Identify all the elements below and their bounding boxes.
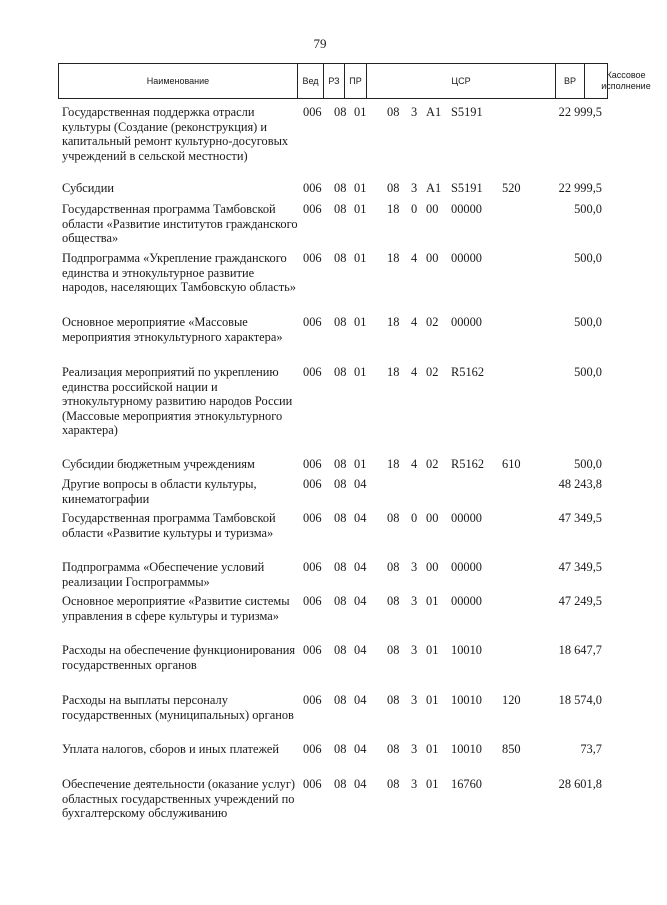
row-csr-event: A1 [426, 181, 442, 195]
row-amount: 18 647,7 [558, 643, 602, 657]
row-amount: 500,0 [574, 315, 602, 329]
row-csr-program: 08 [387, 742, 400, 756]
row-csr-program: 08 [387, 693, 400, 707]
row-csr-program: 08 [387, 511, 400, 525]
row-csr-subprogram: 3 [411, 777, 418, 791]
row-csr-program: 18 [387, 457, 400, 471]
row-csr-subprogram: 3 [411, 181, 418, 195]
row-csr-event: 02 [426, 457, 439, 471]
row-csr-direction: 00000 [451, 315, 482, 329]
row-rz: 08 [334, 105, 347, 119]
row-ved: 006 [303, 477, 322, 491]
row-amount: 22 999,5 [558, 105, 602, 119]
row-pr: 01 [354, 105, 367, 119]
row-csr-program: 08 [387, 643, 400, 657]
row-csr-direction: 00000 [451, 560, 482, 574]
row-amount: 48 243,8 [558, 477, 602, 491]
row-csr-program: 18 [387, 202, 400, 216]
row-rz: 08 [334, 477, 347, 491]
row-csr-direction: 16760 [451, 777, 482, 791]
row-pr: 04 [354, 777, 367, 791]
row-csr-event: A1 [426, 105, 442, 119]
row-amount: 28 601,8 [558, 777, 602, 791]
row-csr-direction: R5162 [451, 365, 485, 379]
row-name: Другие вопросы в области культуры, кинематографии [62, 477, 257, 506]
row-ved: 006 [303, 365, 322, 379]
row-ved: 006 [303, 202, 322, 216]
row-ved: 006 [303, 594, 322, 608]
row-csr-program: 08 [387, 181, 400, 195]
row-csr-direction: 00000 [451, 594, 482, 608]
header-pr: ПР [345, 64, 367, 98]
row-amount: 47 249,5 [558, 594, 602, 608]
page-number: 79 [313, 36, 327, 51]
row-amount: 47 349,5 [558, 560, 602, 574]
row-csr-subprogram: 4 [411, 457, 418, 471]
row-csr-direction: 00000 [451, 511, 482, 525]
row-ved: 006 [303, 693, 322, 707]
header-kassovoe-line2: исполнение [601, 81, 651, 91]
row-csr-program: 08 [387, 777, 400, 791]
row-csr-event: 00 [426, 251, 439, 265]
row-csr-subprogram: 3 [411, 643, 418, 657]
row-pr: 04 [354, 594, 367, 608]
row-csr-subprogram: 4 [411, 251, 418, 265]
row-amount: 18 574,0 [558, 693, 602, 707]
row-pr: 01 [354, 457, 367, 471]
row-ved: 006 [303, 105, 322, 119]
row-csr-event: 00 [426, 511, 439, 525]
row-name: Реализация мероприятий по укреплению единства российской нации и этнокультурному развитию народов России (Массовые мероприятия этнокультурного характера) [62, 365, 293, 438]
row-ved: 006 [303, 560, 322, 574]
row-name: Обеспечение деятельности (оказание услуг) областных государственных учреждений по бухгалтерскому обслуживанию [62, 777, 296, 821]
row-csr-program: 08 [387, 105, 400, 119]
row-csr-direction: 00000 [451, 251, 482, 265]
row-csr-direction: S5191 [451, 105, 483, 119]
row-pr: 04 [354, 742, 367, 756]
row-pr: 01 [354, 181, 367, 195]
row-rz: 08 [334, 693, 347, 707]
row-csr-program: 08 [387, 560, 400, 574]
row-csr-subprogram: 3 [411, 693, 418, 707]
row-csr-direction: 10010 [451, 742, 482, 756]
row-name: Подпрограмма «Укрепление гражданского единства и этнокультурное развитие народов, населяющих Тамбовскую область» [62, 251, 296, 295]
row-rz: 08 [334, 365, 347, 379]
row-vr: 120 [502, 693, 521, 707]
row-ved: 006 [303, 777, 322, 791]
row-name: Государственная программа Тамбовской области «Развитие институтов гражданского общества» [62, 202, 298, 246]
row-ved: 006 [303, 315, 322, 329]
row-rz: 08 [334, 202, 347, 216]
row-csr-subprogram: 0 [411, 202, 418, 216]
header-rz: РЗ [324, 64, 345, 98]
row-csr-event: 00 [426, 202, 439, 216]
row-pr: 01 [354, 251, 367, 265]
row-csr-direction: S5191 [451, 181, 483, 195]
row-csr-subprogram: 3 [411, 742, 418, 756]
row-pr: 01 [354, 365, 367, 379]
row-csr-program: 08 [387, 594, 400, 608]
row-name: Субсидии [62, 181, 114, 195]
row-csr-event: 01 [426, 643, 439, 657]
row-csr-program: 18 [387, 315, 400, 329]
row-rz: 08 [334, 560, 347, 574]
row-csr-event: 01 [426, 742, 439, 756]
row-name: Основное мероприятие «Массовые мероприятия этнокультурного характера» [62, 315, 283, 344]
row-csr-event: 00 [426, 560, 439, 574]
row-name: Субсидии бюджетным учреждениям [62, 457, 255, 471]
row-ved: 006 [303, 643, 322, 657]
row-rz: 08 [334, 594, 347, 608]
row-rz: 08 [334, 315, 347, 329]
row-pr: 04 [354, 560, 367, 574]
row-ved: 006 [303, 511, 322, 525]
row-amount: 73,7 [580, 742, 602, 756]
row-rz: 08 [334, 777, 347, 791]
header-ved: Вед [298, 64, 324, 98]
row-amount: 500,0 [574, 457, 602, 471]
row-amount: 47 349,5 [558, 511, 602, 525]
row-rz: 08 [334, 511, 347, 525]
row-name: Расходы на выплаты персоналу государственных (муниципальных) органов [62, 693, 294, 722]
row-csr-event: 01 [426, 777, 439, 791]
header-kassovoe-line1: Кассовое [606, 70, 646, 80]
row-csr-event: 01 [426, 594, 439, 608]
row-pr: 04 [354, 693, 367, 707]
row-pr: 04 [354, 477, 367, 491]
row-csr-direction: 10010 [451, 693, 482, 707]
row-vr: 610 [502, 457, 521, 471]
row-pr: 01 [354, 202, 367, 216]
row-csr-subprogram: 4 [411, 365, 418, 379]
row-name: Уплата налогов, сборов и иных платежей [62, 742, 280, 756]
row-pr: 04 [354, 511, 367, 525]
row-csr-subprogram: 3 [411, 594, 418, 608]
row-rz: 08 [334, 742, 347, 756]
row-csr-direction: 00000 [451, 202, 482, 216]
row-name: Расходы на обеспечение функционирования государственных органов [62, 643, 296, 672]
row-ved: 006 [303, 251, 322, 265]
row-name: Государственная программа Тамбовской области «Развитие культуры и туризма» [62, 511, 276, 540]
row-rz: 08 [334, 251, 347, 265]
row-rz: 08 [334, 181, 347, 195]
row-amount: 500,0 [574, 365, 602, 379]
row-rz: 08 [334, 643, 347, 657]
row-csr-program: 18 [387, 365, 400, 379]
row-csr-direction: R5162 [451, 457, 485, 471]
header-csr: ЦСР [367, 64, 556, 98]
row-ved: 006 [303, 181, 322, 195]
row-csr-subprogram: 4 [411, 315, 418, 329]
row-vr: 850 [502, 742, 521, 756]
row-amount: 22 999,5 [558, 181, 602, 195]
row-amount: 500,0 [574, 202, 602, 216]
row-name: Основное мероприятие «Развитие системы управления в сфере культуры и туризма» [62, 594, 290, 623]
row-csr-subprogram: 0 [411, 511, 418, 525]
header-vr: ВР [556, 64, 585, 98]
row-vr: 520 [502, 181, 521, 195]
header-name: Наименование [59, 64, 298, 98]
row-csr-program: 18 [387, 251, 400, 265]
row-name: Подпрограмма «Обеспечение условий реализации Госпрограммы» [62, 560, 265, 589]
row-csr-event: 01 [426, 693, 439, 707]
row-csr-subprogram: 3 [411, 560, 418, 574]
row-pr: 01 [354, 315, 367, 329]
row-name: Государственная поддержка отрасли культуры (Создание (реконструкция) и капитальный ремонт культурно-досуговых учреждений в сельской местности) [62, 105, 289, 163]
row-amount: 500,0 [574, 251, 602, 265]
row-csr-event: 02 [426, 365, 439, 379]
row-ved: 006 [303, 742, 322, 756]
row-ved: 006 [303, 457, 322, 471]
row-pr: 04 [354, 643, 367, 657]
row-csr-subprogram: 3 [411, 105, 418, 119]
row-csr-event: 02 [426, 315, 439, 329]
row-rz: 08 [334, 457, 347, 471]
row-csr-direction: 10010 [451, 643, 482, 657]
